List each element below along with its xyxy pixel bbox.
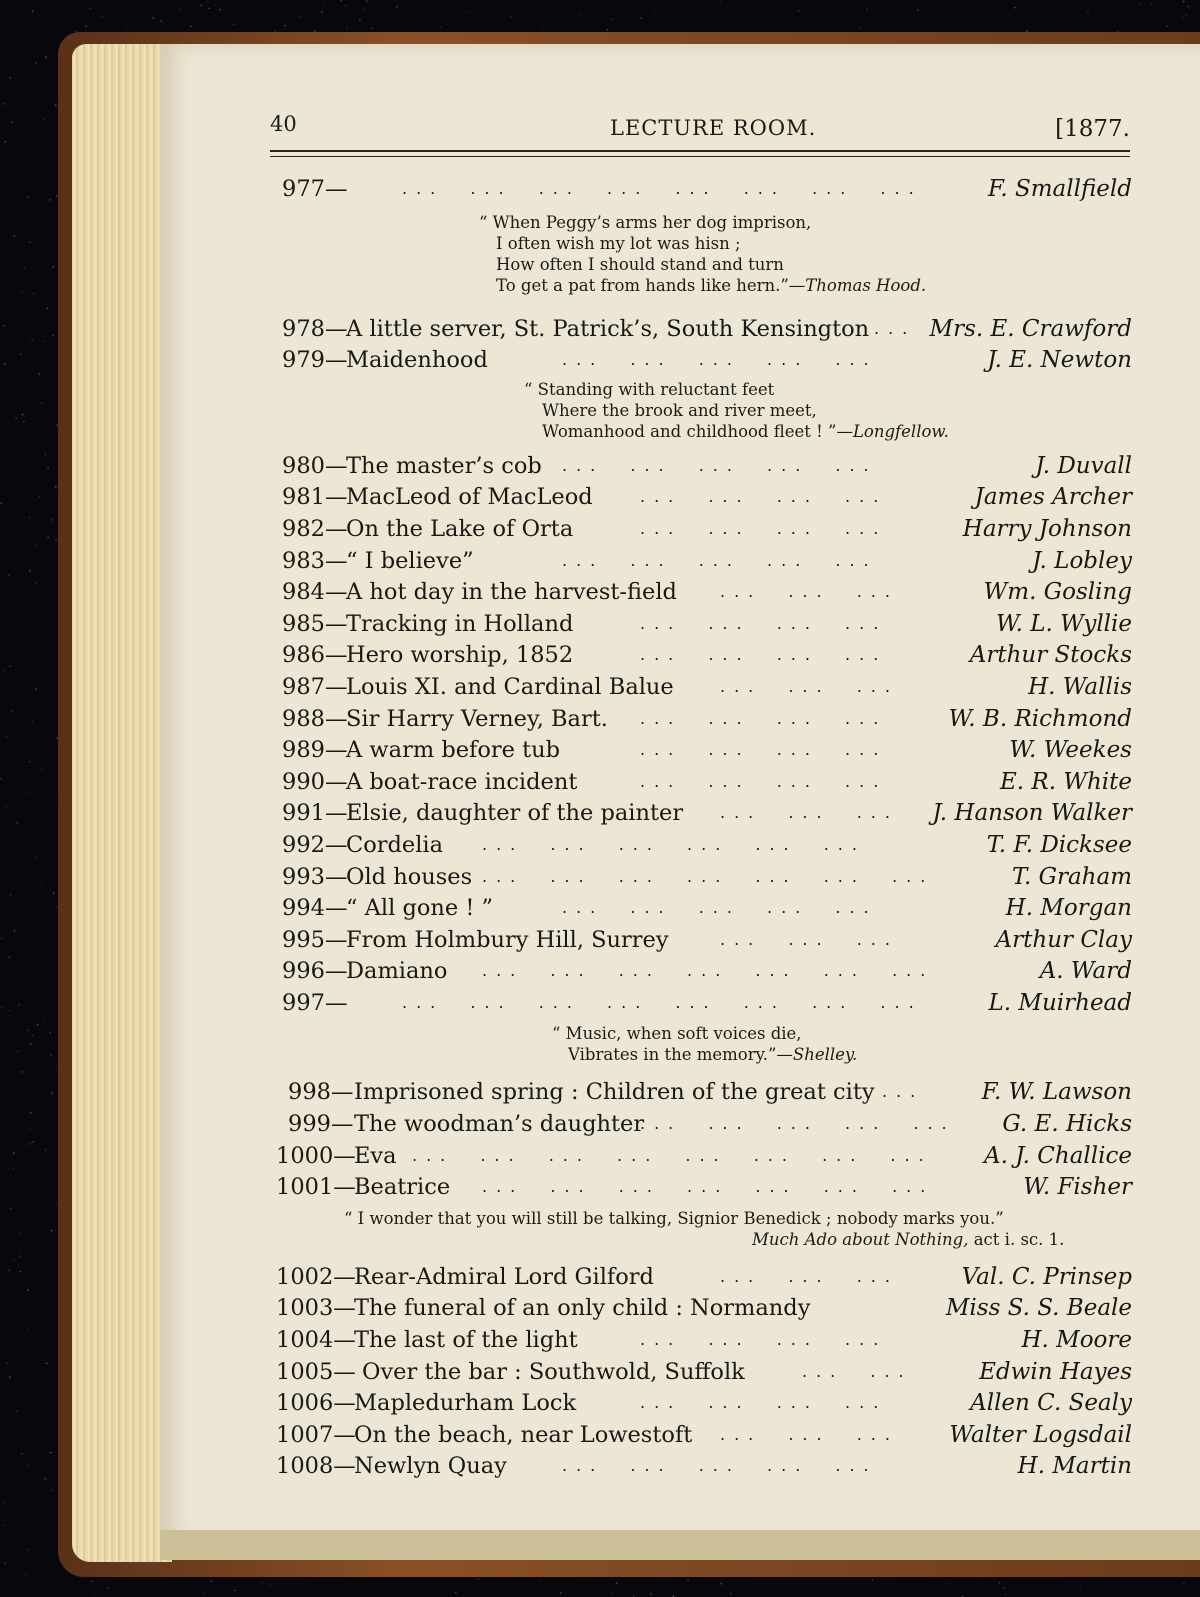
catalogue-entry: [276, 1170, 1132, 1202]
entry-title: Imprisoned spring : Children of the great city: [354, 1079, 875, 1106]
entry-artist: W. L. Wyllie: [996, 610, 1132, 637]
entry-title: A little server, St. Patrick’s, South Kensington: [346, 315, 870, 342]
entry-artist: Val. C. Prinsep: [961, 1263, 1132, 1290]
leader-dots: ... ... ... ... ... ... ...: [482, 866, 935, 886]
leader-dots: ... ... ... ... ...: [562, 550, 878, 570]
entry-artist: Arthur Stocks: [969, 642, 1132, 669]
leader-dots: ...: [882, 1082, 925, 1102]
entry-number: 990—: [282, 768, 348, 795]
leader-dots: ... ... ... ...: [640, 487, 888, 507]
entry-title: A warm before tub: [346, 737, 561, 764]
entry-title: On the Lake of Orta: [346, 515, 574, 542]
catalogue-entry: [282, 1107, 1132, 1139]
catalogue-entry: [282, 607, 1132, 639]
entry-number: 1003—: [276, 1295, 356, 1322]
leader-dots: ... ... ... ... ... ... ... ...: [402, 992, 923, 1012]
entry-title: From Holmbury Hill, Surrey: [346, 926, 669, 953]
entry-artist: Allen C. Sealy: [970, 1390, 1132, 1417]
entry-title: “ I believe”: [346, 547, 474, 574]
header-rule-thin: [270, 156, 1130, 157]
page-title: LECTURE ROOM.: [610, 116, 817, 140]
catalogue-entry: [276, 1386, 1132, 1418]
leader-dots: ... ... ...: [720, 1266, 899, 1286]
entry-number: 978—: [282, 315, 348, 342]
entry-title: Hero worship, 1852: [346, 642, 574, 669]
entry-artist: Walter Logsdail: [949, 1421, 1132, 1448]
entry-number: 986—: [282, 642, 348, 669]
entry-number: 991—: [282, 800, 348, 827]
leader-dots: ... ... ...: [720, 676, 899, 696]
catalogue-entry: [282, 670, 1132, 702]
entry-artist: W. Weekes: [1009, 737, 1132, 764]
catalogue-entry: [276, 1291, 1132, 1323]
entry-artist: L. Muirhead: [988, 989, 1132, 1016]
leader-dots: ... ... ... ...: [640, 613, 888, 633]
entry-title: The funeral of an only child : Normandy: [354, 1295, 811, 1322]
catalogue-entry: [276, 1323, 1132, 1355]
leader-dots: ... ... ... ... ... ... ... ...: [402, 179, 923, 198]
catalogue-entry: [282, 544, 1132, 576]
entry-title: Mapledurham Lock: [354, 1390, 577, 1417]
entry-title: Over the bar : Southwold, Suffolk: [362, 1358, 745, 1385]
leader-dots: ... ... ... ... ... ...: [482, 834, 866, 854]
leader-dots: ... ... ...: [720, 1424, 899, 1444]
entry-title: The master’s cob: [346, 452, 542, 479]
entry-title: Sir Harry Verney, Bart.: [346, 705, 608, 732]
epigraph-quote: “ I wonder that you will still be talking, Signior Benedick ; nobody marks you.” Much Ado about Nothing, act i. sc. 1.: [344, 1208, 1065, 1249]
entry-artist: A. Ward: [1039, 958, 1132, 985]
entry-number: 1001—: [276, 1174, 356, 1201]
entry-title: The woodman’s daughter: [354, 1111, 645, 1138]
catalogue-entry: [282, 860, 1132, 892]
page-year: [1877.: [1055, 116, 1130, 142]
leader-dots: ... ... ... ... ...: [562, 455, 878, 475]
entry-number: 1006—: [276, 1390, 356, 1417]
entry-number: 987—: [282, 673, 348, 700]
entry-artist: W. B. Richmond: [948, 705, 1132, 732]
catalogue-entry: [282, 343, 1132, 375]
catalogue-entry: [282, 765, 1132, 797]
catalogue-entry: [282, 891, 1132, 923]
entry-title: Damiano: [346, 958, 448, 985]
entry-number: 993—: [282, 863, 348, 890]
entry-title: “ All gone ! ”: [346, 895, 494, 922]
page-edges: [72, 44, 172, 1562]
catalogue-entry: [276, 1449, 1132, 1481]
quote-author: Shelley.: [792, 1045, 858, 1065]
leader-dots: ... ... ... ...: [640, 645, 888, 665]
entry-artist: J. E. Newton: [987, 347, 1132, 374]
entry-artist: F. Smallfield: [987, 176, 1132, 202]
catalogue-entry: [276, 1139, 1132, 1171]
entry-title: On the beach, near Lowestoft: [354, 1421, 693, 1448]
entry-title: Tracking in Holland: [346, 610, 574, 637]
catalogue-entry: [282, 923, 1132, 955]
entry-number: 985—: [282, 610, 348, 637]
entry-title: MacLeod of MacLeod: [346, 484, 593, 511]
entry-title: Beatrice: [354, 1174, 451, 1201]
leader-dots: ... ... ...: [720, 803, 899, 823]
quote-source: Much Ado about Nothing,: [752, 1229, 969, 1249]
leader-dots: ... ... ...: [720, 582, 899, 602]
entry-title: Eva: [354, 1142, 397, 1169]
entry-number: 1008—: [276, 1453, 356, 1480]
leader-dots: ... ... ... ...: [640, 1393, 888, 1413]
entry-number: 979—: [282, 347, 348, 374]
entry-artist: E. R. White: [999, 768, 1132, 795]
catalogue-entry: [282, 796, 1132, 828]
catalogue-entry: [282, 575, 1132, 607]
epigraph-quote: “ When Peggy’s arms her dog imprison, I often wish my lot was hisn ; How often I should stand and turn To get a pat from hands like hern.”—Thomas Hood.: [479, 212, 927, 295]
entry-number: 995—: [282, 926, 348, 953]
entry-number: 982—: [282, 515, 348, 542]
entry-artist: Harry Johnson: [962, 515, 1132, 542]
entry-title: Rear-Admiral Lord Gilford: [354, 1263, 654, 1290]
entry-title: Old houses: [346, 863, 473, 890]
page-number: 40: [270, 112, 297, 136]
entry-artist: W. Fisher: [1023, 1174, 1132, 1201]
entry-artist: H. Martin: [1017, 1453, 1132, 1480]
entry-title: Maidenhood: [346, 347, 488, 374]
catalogue-entry: [282, 733, 1132, 765]
catalogue-entry: [282, 1075, 1132, 1107]
entry-artist: H. Wallis: [1028, 673, 1132, 700]
entry-number: 999—: [288, 1111, 354, 1138]
entry-number: 992—: [282, 831, 348, 858]
header-rule: [270, 150, 1130, 152]
leader-dots: ... ... ... ...: [640, 708, 888, 728]
catalogue-entry: [282, 172, 1132, 204]
entry-title: Louis XI. and Cardinal Balue: [346, 673, 674, 700]
page-bottom-edge: [160, 1530, 1200, 1560]
entry-artist: J. Duvall: [1035, 452, 1132, 479]
entry-number: 980—: [282, 452, 348, 479]
entry-title: Newlyn Quay: [354, 1453, 507, 1480]
catalogue-entry: [282, 449, 1132, 481]
leader-dots: ... ... ... ...: [640, 1330, 888, 1350]
entry-artist: J. Hanson Walker: [932, 800, 1132, 827]
leader-dots: ... ...: [802, 1361, 913, 1381]
entry-number: 988—: [282, 705, 348, 732]
entry-artist: H. Morgan: [1005, 895, 1132, 922]
catalogue-entry: [276, 1260, 1132, 1292]
leader-dots: ... ... ... ...: [640, 740, 888, 760]
leader-dots: ... ... ... ...: [640, 518, 888, 538]
entry-artist: H. Moore: [1021, 1327, 1132, 1354]
entry-artist: Miss S. S. Beale: [945, 1295, 1132, 1322]
leader-dots: ... ... ... ... ...: [562, 898, 878, 918]
leader-dots: ... ... ... ... ...: [562, 350, 878, 370]
epigraph-quote: “ Music, when soft voices die, Vibrates in the memory.”—Shelley.: [552, 1024, 858, 1065]
leader-dots: ... ... ... ... ... ... ...: [482, 961, 935, 981]
leader-dots: ... ... ... ... ... ... ... ...: [412, 1145, 933, 1165]
catalogue-list: [276, 172, 1132, 1481]
entry-artist: James Archer: [974, 484, 1132, 511]
entry-number: 1002—: [276, 1263, 356, 1290]
leader-dots: ... ... ... ... ...: [562, 1456, 878, 1476]
catalogue-entry: [282, 312, 1132, 344]
entry-title: A hot day in the harvest-field: [346, 579, 677, 606]
leader-dots: ... ... ... ...: [640, 771, 888, 791]
entry-artist: Mrs. E. Crawford: [929, 315, 1132, 342]
entry-artist: Wm. Gosling: [983, 579, 1132, 606]
entry-number: 977—: [282, 176, 348, 202]
entry-artist: A. J. Challice: [984, 1142, 1132, 1169]
quote-author: Thomas Hood.: [805, 275, 927, 295]
entry-title: Elsie, daughter of the painter: [346, 800, 684, 827]
catalogue-entry: [282, 480, 1132, 512]
catalogue-entry: [282, 702, 1132, 734]
entry-number: 1000—: [276, 1142, 356, 1169]
entry-number: 998—: [288, 1079, 354, 1106]
entry-number: 983—: [282, 547, 348, 574]
entry-artist: F. W. Lawson: [981, 1079, 1132, 1106]
leader-dots: ... ... ...: [720, 929, 899, 949]
catalogue-entry: [276, 1355, 1132, 1387]
entry-artist: J. Lobley: [1032, 547, 1132, 574]
entry-title: A boat-race incident: [346, 768, 578, 795]
entry-artist: Edwin Hayes: [979, 1358, 1132, 1385]
entry-number: 997—: [282, 989, 348, 1016]
catalogue-entry: [282, 954, 1132, 986]
entry-number: 1005—: [276, 1358, 356, 1385]
entry-title: The last of the light: [354, 1327, 578, 1354]
entry-artist: Arthur Clay: [995, 926, 1132, 953]
entry-number: 1004—: [276, 1327, 356, 1354]
entry-artist: T. F. Dicksee: [986, 831, 1132, 858]
leader-dots: ... ... ... ... ...: [640, 1114, 956, 1134]
entry-artist: T. Graham: [1012, 863, 1132, 890]
catalogue-entry: [282, 638, 1132, 670]
epigraph-quote: “ Standing with reluctant feet Where the brook and river meet, Womanhood and childhood fleet ! ”—Longfellow.: [524, 379, 949, 441]
catalogue-entry: [282, 512, 1132, 544]
entry-number: 984—: [282, 579, 348, 606]
catalogue-entry: [282, 828, 1132, 860]
catalogue-entry: [276, 1418, 1132, 1450]
entry-artist: G. E. Hicks: [1002, 1111, 1132, 1138]
entry-number: 981—: [282, 484, 348, 511]
entry-number: 996—: [282, 958, 348, 985]
entry-number: 1007—: [276, 1421, 356, 1448]
entry-number: 994—: [282, 895, 348, 922]
leader-dots: ... ... ... ... ... ... ...: [482, 1177, 935, 1197]
entry-title: Cordelia: [346, 831, 444, 858]
running-header: [270, 112, 1130, 146]
leader-dots: ...: [874, 318, 917, 338]
catalogue-entry: [282, 986, 1132, 1018]
entry-number: 989—: [282, 737, 348, 764]
quote-author: Longfellow.: [852, 421, 949, 441]
